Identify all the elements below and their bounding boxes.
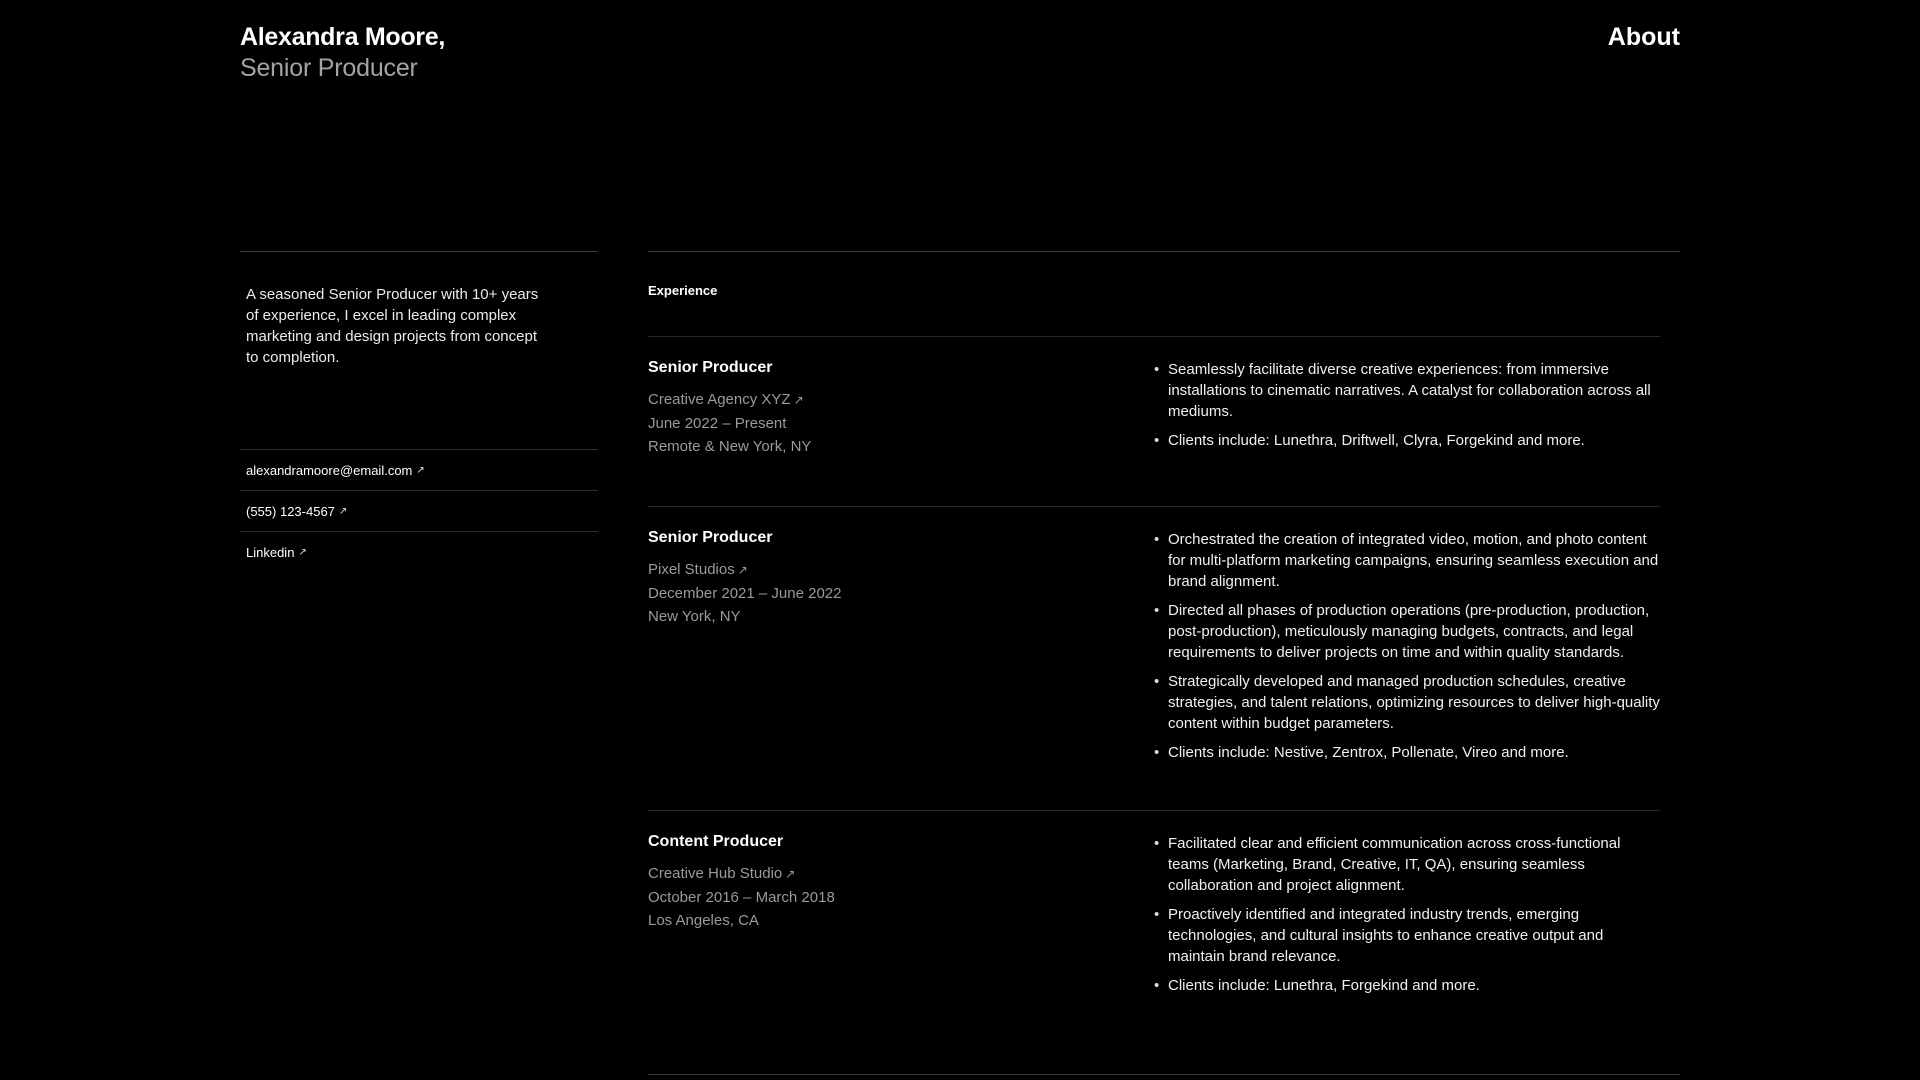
email-link[interactable] — [240, 450, 598, 491]
job-dates: June 2022 – Present — [648, 415, 787, 432]
bullet-item: • Proactively identified and integrated industry trends, emerging technologies, and cultural insights to enhance creative output and maintain brand relevance. — [1154, 904, 1660, 967]
linkedin-link[interactable] — [240, 532, 598, 573]
job-meta — [648, 558, 1154, 628]
bullet-item: • Seamlessly facilitate diverse creative experiences: from immersive installations to cinematic narratives. A catalyst for collaboration across all mediums. — [1154, 359, 1660, 422]
job-title: Content Producer — [648, 833, 784, 850]
bullet-item: • Clients include: Lunethra, Driftwell, Clyra, Forgekind and more. — [1154, 430, 1660, 451]
bio-text: A seasoned Senior Producer with 10+ years of experience, I excel in leading complex marketing and design projects from concept to completion. — [246, 286, 539, 366]
nav-about-link[interactable]: About — [1607, 23, 1680, 51]
job-location: Remote & New York, NY — [648, 438, 812, 455]
arrow-up-right-icon: ↗ — [793, 393, 804, 407]
phone-link[interactable] — [240, 491, 598, 532]
company-name: Creative Hub Studio — [648, 865, 783, 882]
company-link[interactable] — [648, 561, 748, 578]
job-title: Senior Producer — [648, 359, 773, 376]
section-title: Experience — [648, 283, 718, 298]
job-dates: October 2016 – March 2018 — [648, 889, 835, 906]
person-name: Alexandra Moore, — [240, 23, 445, 51]
person-role: Senior Producer — [240, 54, 418, 82]
company-link[interactable] — [648, 865, 795, 882]
bullet-item: • Clients include: Lunethra, Forgekind and more. — [1154, 975, 1660, 996]
company-name: Pixel Studios — [648, 561, 735, 578]
section-divider — [648, 1074, 1680, 1075]
brand — [240, 22, 445, 85]
job-title: Senior Producer — [648, 529, 773, 546]
experience-section — [648, 251, 1680, 1075]
arrow-up-right-icon: ↗ — [298, 547, 307, 558]
bullet-item: • Facilitated clear and efficient communication across cross-functional teams (Marketing, Brand, Creative, IT, QA), ensuring seamless collaboration and project alignment. — [1154, 833, 1660, 896]
company-link[interactable] — [648, 391, 804, 408]
phone-label: (555) 123-4567 — [246, 503, 335, 519]
bullet-item: • Strategically developed and managed production schedules, creative strategies, and talent relations, optimizing resources to deliver high-quality content within budget parameters. — [1154, 671, 1660, 734]
company-name: Creative Agency XYZ — [648, 391, 791, 408]
arrow-up-right-icon: ↗ — [785, 867, 796, 881]
job-meta — [648, 862, 1154, 932]
job-location: Los Angeles, CA — [648, 912, 759, 929]
job-dates: December 2021 – June 2022 — [648, 585, 842, 602]
job-details — [648, 811, 1154, 1074]
arrow-up-right-icon: ↗ — [416, 464, 425, 476]
job-bullets — [1154, 507, 1660, 810]
bullet-item: • Directed all phases of production operations (pre-production, production, post-production), meticulously managing budgets, contracts, and legal requirements to deliver projects on time and within quality standards. — [1154, 600, 1660, 663]
job-details — [648, 507, 1154, 810]
job-meta — [648, 388, 1154, 458]
contact-list — [240, 449, 598, 573]
bullet-item: • Orchestrated the creation of integrated video, motion, and photo content for multi-platform marketing campaigns, ensuring seamless execution and brand alignment. — [1154, 529, 1660, 592]
job-entry — [648, 336, 1660, 506]
linkedin-label: Linkedin — [246, 545, 295, 560]
sidebar — [240, 251, 598, 573]
job-bullets — [1154, 811, 1660, 1074]
job-bullets — [1154, 337, 1660, 506]
arrow-up-right-icon: ↗ — [338, 505, 348, 517]
job-details — [648, 337, 1154, 506]
job-location: New York, NY — [648, 608, 741, 625]
email-label: alexandramoore@email.com — [246, 462, 413, 478]
job-entry — [648, 810, 1660, 1074]
job-entry — [648, 506, 1660, 810]
arrow-up-right-icon: ↗ — [737, 563, 748, 577]
bullet-item: • Clients include: Nestive, Zentrox, Pollenate, Vireo and more. — [1154, 742, 1660, 763]
